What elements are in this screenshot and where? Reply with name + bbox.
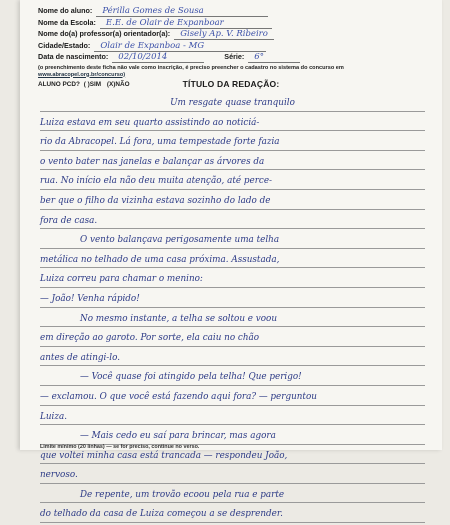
essay-line: nervoso. bbox=[40, 464, 425, 484]
essay-line: em direção ao garoto. Por sorte, ela caiu no chão bbox=[40, 327, 425, 347]
registration-note-text: (o preenchimento deste ficha não vale como inscrição, é preciso preencher o cadastro no sistema do concurso em bbox=[38, 64, 344, 71]
city-label: Cidade/Estado: bbox=[38, 40, 91, 50]
teacher-row bbox=[38, 29, 438, 41]
essay-line: rua. No início ela não deu muita atenção, até perce- bbox=[40, 170, 425, 190]
student-label: Nome do aluno: bbox=[38, 6, 93, 15]
essay-line: De repente, um trovão ecoou pela rua e parte bbox=[40, 484, 425, 504]
essay-line: — João! Venha rápido! bbox=[40, 288, 425, 308]
student-row bbox=[38, 6, 438, 18]
registration-note bbox=[38, 65, 428, 79]
essay-line: do telhado da casa de Luiza começou a se desprender. bbox=[40, 503, 425, 523]
essay-line: O vento balançava perigosamente uma telha bbox=[40, 229, 425, 249]
essay-line: ber que o filho da vizinha estava sozinho do lado de bbox=[40, 190, 425, 210]
city-row bbox=[38, 41, 438, 53]
student-name-value: Périlla Gomes de Sousa bbox=[96, 6, 268, 17]
teacher-label: Nome do(a) professor(a) orientador(a): bbox=[38, 29, 171, 38]
serie-label: Série: bbox=[224, 52, 245, 61]
pcd-label: ALUNO PCD? bbox=[38, 80, 80, 88]
essay-line: fora de casa. bbox=[40, 210, 425, 230]
essay-line: metálica no telhado de uma casa próxima. Assustada, bbox=[40, 249, 425, 269]
essay-line: rio da Abracopel. Lá fora, uma tempestade forte fazia bbox=[40, 131, 425, 151]
serie-value: 6° bbox=[248, 52, 300, 63]
city-value: Olair de Expanboa - MG bbox=[94, 41, 266, 52]
essay-title-heading: TÍTULO DA REDAÇÃO: bbox=[182, 79, 280, 89]
registration-link[interactable]: www.abracopel.org.br/concurso) bbox=[38, 71, 126, 78]
essay-title: Um resgate quase tranquilo bbox=[40, 92, 425, 112]
pcd-no-option[interactable]: (X)NÃO bbox=[106, 80, 130, 88]
essay-line: o vento bater nas janelas e balançar as árvores da bbox=[40, 151, 425, 171]
essay-line: Luiza. bbox=[40, 406, 425, 426]
essay-line: — exclamou. O que você está fazendo aqui fora? — perguntou bbox=[40, 386, 425, 406]
essay-line: Luiza correu para chamar o menino: bbox=[40, 268, 425, 288]
school-row bbox=[38, 18, 438, 30]
essay-line: antes de atingi-lo. bbox=[40, 347, 425, 367]
birth-row bbox=[38, 52, 438, 64]
footer-note: Limite mínimo (20 linhas) — se for preciso, continue no verso. bbox=[40, 444, 200, 450]
school-name-value: E.E. de Olair de Expanboar bbox=[100, 18, 272, 29]
birth-label: Data de nascimento: bbox=[38, 52, 109, 61]
form-header bbox=[38, 6, 438, 88]
school-label: Nome da Escola: bbox=[38, 17, 96, 27]
essay-line: Luiza estava em seu quarto assistindo ao noticiá- bbox=[40, 112, 425, 132]
essay-line: No mesmo instante, a telha se soltou e voou bbox=[40, 308, 425, 328]
essay-line: que voltei minha casa está trancada — respondeu João, bbox=[40, 445, 425, 465]
pcd-yes-option[interactable]: ( )SIM bbox=[83, 80, 102, 88]
teacher-name-value: Gisely Ap. V. Ribeiro bbox=[174, 29, 274, 40]
essay-line: — Mais cedo eu saí para brincar, mas agora bbox=[40, 425, 425, 445]
essay-sheet bbox=[20, 0, 442, 520]
birth-date-value: 02/10/2014 bbox=[112, 52, 204, 63]
essay-lines bbox=[40, 92, 425, 523]
essay-line: — Você quase foi atingido pela telha! Que perigo! bbox=[40, 366, 425, 386]
